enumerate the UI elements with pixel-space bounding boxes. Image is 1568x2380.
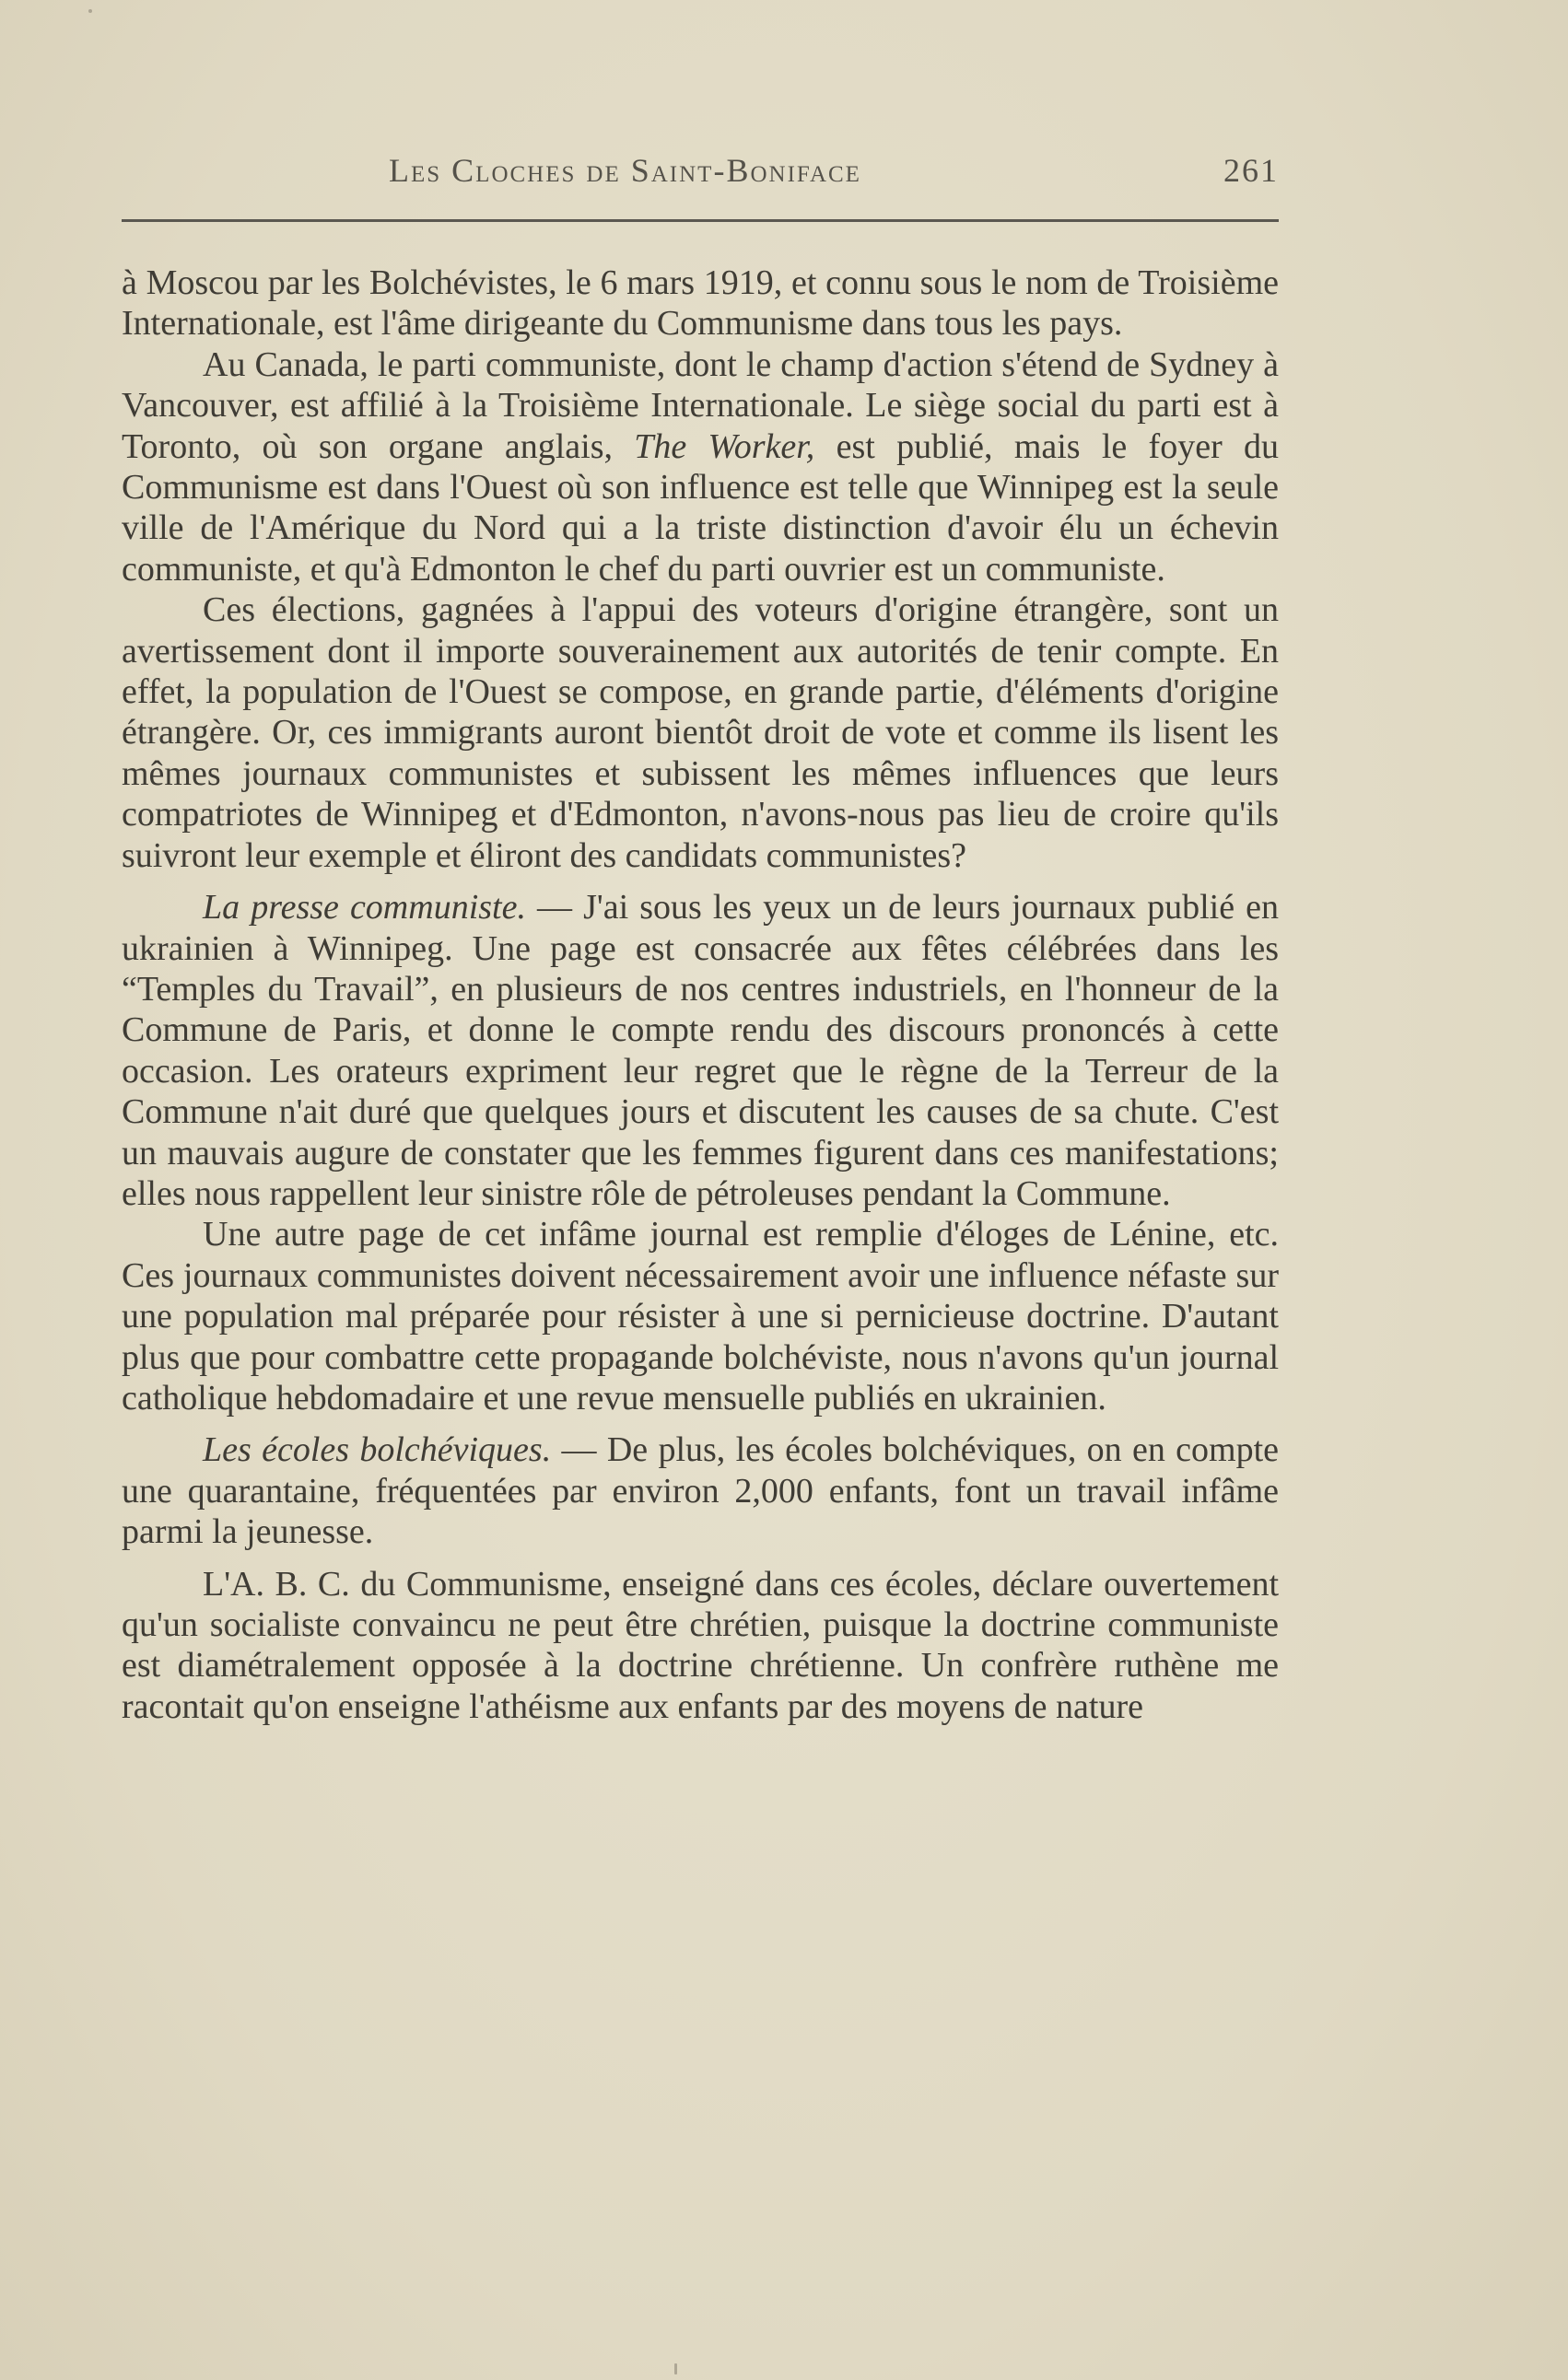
- paragraph-text: — J'ai sous les yeux un de leurs journaux publié en ukrainien à Winnipeg. Une page est consacrée aux fêtes célébrées dans les “Temples du Travail”, en plusieurs de nos centres industriels, en l'honneur de la Commune de Paris, et donne le compte rendu des discours prononcés à cette occasion. Les orateurs expriment leur regret que le règne de la Terreur de la Commune n'ait duré que quelques jours et discutent les causes de sa chute. C'est un mauvais augure de constater que les femmes figurent dans ces manifestations; elles nous rappellent leur sinistre rôle de pétroleuses pendant la Commune.: [122, 888, 1280, 1213]
- page-header: [122, 138, 1279, 203]
- section-heading: La presse communiste.: [203, 888, 526, 928]
- body-text: [122, 262, 1279, 1727]
- paper-speck: [674, 2363, 677, 2374]
- paragraph-2: [122, 344, 1279, 589]
- paper-speck: [88, 9, 92, 13]
- paragraph-6: [122, 1429, 1279, 1552]
- paragraph-3: [122, 589, 1279, 876]
- page-number: 261: [1223, 152, 1279, 189]
- paragraph-4: [122, 887, 1279, 1214]
- paragraph-5: [122, 1214, 1279, 1418]
- paragraph-text: est publié, mais le foyer du Communisme est dans l'Ouest où son influence est telle que Winnipeg est la seule ville de l'Amérique du Nord qui a la triste distinction d'avoir élu un échevin communiste, et qu'à Edmonton le chef du parti ouvrier est un communiste.: [122, 426, 1280, 589]
- paragraph-text: à Moscou par les Bolchévistes, le 6 mars 1919, et connu sous le nom de Troisième Internationale, est l'âme dirigeante du Communisme dans tous les pays.: [122, 263, 1279, 344]
- paragraph-text: Au Canada, le parti communiste, dont le champ d'action s'étend de Sydney à Vancouver, est affilié à la Troisième Internationale. Le siège social du parti est à Toronto, où son organe anglais,: [122, 344, 1279, 466]
- section-heading: Les écoles bolchéviques.: [203, 1430, 552, 1470]
- paragraph-text: L'A. B. C. du Communisme, enseigné dans ces écoles, déclare ouvertement qu'un socialiste convaincu ne peut être chrétien, puisque la doctrine communiste est diamétralement opposée à la doctrine chrétienne. Un confrère ruthène me racontait qu'on enseigne l'athéisme aux enfants par des moyens de nature: [122, 1564, 1279, 1726]
- paragraph-text: Ces élections, gagnées à l'appui des voteurs d'origine étrangère, sont un avertissement dont il importe souverainement aux autorités de tenir compte. En effet, la population de l'Ouest se compose, en grande partie, d'éléments d'origine étrangère. Or, ces immigrants auront bientôt droit de vote et comme ils lisent les mêmes journaux communistes et subissent les mêmes influences que leurs compatriotes de Winnipeg et d'Edmonton, n'avons-nous pas lieu de croire qu'ils suivront leur exemple et éliront des candidats communistes?: [122, 590, 1279, 875]
- header-rule: [122, 219, 1279, 222]
- paragraph-text: Une autre page de cet infâme journal est remplie d'éloges de Lénine, etc. Ces journaux communistes doivent nécessairement avoir une influence néfaste sur une population mal préparée pour résister à une si pernicieuse doctrine. D'autant plus que pour combattre cette propagande bolchéviste, nous n'avons qu'un journal catholique hebdomadaire et une revue mensuelle publiés en ukrainien.: [122, 1215, 1279, 1418]
- newspaper-title: The Worker,: [634, 426, 815, 466]
- paragraph-text: — De plus, les écoles bolchéviques, on en compte une quarantaine, fréquentées par environ 2,000 enfants, font un travail infâme parmi la jeunesse.: [122, 1430, 1279, 1552]
- running-title: Les Cloches de Saint-Boniface: [389, 152, 861, 189]
- paragraph-1: [122, 262, 1279, 344]
- paragraph-7: [122, 1564, 1279, 1728]
